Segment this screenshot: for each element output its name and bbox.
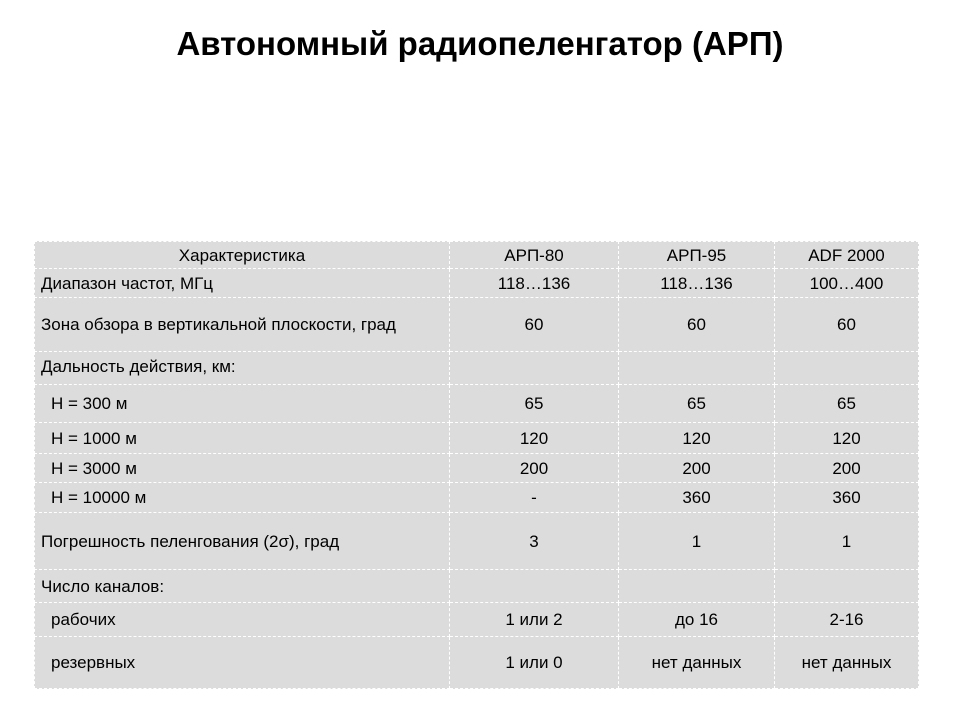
cell-value: [450, 570, 619, 603]
cell-value: 65: [775, 385, 919, 423]
header-adf-2000: ADF 2000: [775, 242, 919, 269]
table-row: [35, 352, 919, 385]
row-label: Число каналов:: [35, 570, 450, 603]
cell-value: 1: [619, 513, 775, 570]
cell-value: [619, 352, 775, 385]
cell-value: 60: [450, 298, 619, 352]
cell-value: 120: [450, 423, 619, 454]
cell-value: 1: [775, 513, 919, 570]
row-label: Диапазон частот, МГц: [35, 269, 450, 298]
table-row: [35, 637, 919, 689]
row-label: резервных: [35, 637, 450, 689]
cell-value: 1 или 2: [450, 603, 619, 637]
row-label: рабочих: [35, 603, 450, 637]
table-row: [35, 513, 919, 570]
header-characteristic: Характеристика: [35, 242, 450, 269]
cell-value: 3: [450, 513, 619, 570]
cell-value: 65: [619, 385, 775, 423]
specs-table: [34, 241, 919, 689]
cell-value: 100…400: [775, 269, 919, 298]
row-label: Н = 300 м: [35, 385, 450, 423]
table-row: [35, 385, 919, 423]
table-header-row: [35, 242, 919, 269]
cell-value: 200: [619, 454, 775, 483]
table-row: [35, 454, 919, 483]
row-label: Н = 3000 м: [35, 454, 450, 483]
table-row: [35, 423, 919, 454]
row-label: Зона обзора в вертикальной плоскости, град: [35, 298, 450, 352]
cell-value: нет данных: [619, 637, 775, 689]
cell-value: 118…136: [450, 269, 619, 298]
cell-value: 2-16: [775, 603, 919, 637]
cell-value: 60: [775, 298, 919, 352]
cell-value: 118…136: [619, 269, 775, 298]
cell-value: 360: [619, 483, 775, 513]
cell-value: 360: [775, 483, 919, 513]
row-label: Дальность действия, км:: [35, 352, 450, 385]
cell-value: 120: [775, 423, 919, 454]
page-title: Автономный радиопеленгатор (АРП): [176, 25, 784, 62]
cell-value: [775, 570, 919, 603]
cell-value: 1 или 0: [450, 637, 619, 689]
cell-value: 60: [619, 298, 775, 352]
cell-value: 200: [775, 454, 919, 483]
table-row: [35, 298, 919, 352]
table-row: [35, 570, 919, 603]
row-label: Н = 1000 м: [35, 423, 450, 454]
row-label: Н = 10000 м: [35, 483, 450, 513]
table-row: [35, 603, 919, 637]
cell-value: 200: [450, 454, 619, 483]
cell-value: нет данных: [775, 637, 919, 689]
cell-value: 65: [450, 385, 619, 423]
table-row: [35, 483, 919, 513]
cell-value: -: [450, 483, 619, 513]
header-arp-95: АРП-95: [619, 242, 775, 269]
cell-value: [450, 352, 619, 385]
cell-value: [619, 570, 775, 603]
row-label: Погрешность пеленгования (2σ), град: [35, 513, 450, 570]
cell-value: до 16: [619, 603, 775, 637]
header-arp-80: АРП-80: [450, 242, 619, 269]
cell-value: [775, 352, 919, 385]
cell-value: 120: [619, 423, 775, 454]
table-row: [35, 269, 919, 298]
